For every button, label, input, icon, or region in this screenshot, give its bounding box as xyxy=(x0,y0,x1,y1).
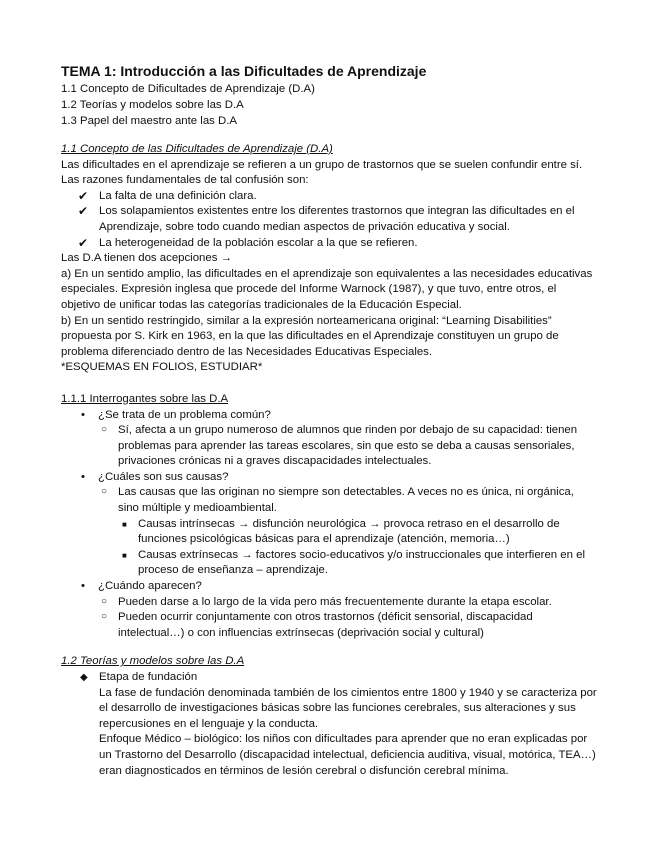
list-item: ○ Pueden ocurrir conjuntamente con otros trastornos (déficit sensorial, discapacidad intelectual…) o con influencias extrínsecas (deprivación social y cultural) xyxy=(101,611,533,639)
list-item: ✔ La falta de una definición clara. xyxy=(78,188,257,203)
paragraph: a) En un sentido amplio, las dificultades en el aprendizaje son equivalentes a las necesidades educativas especiales. Expresión inglesa que procede del Informe Warnock (1987), y que tuvo, entre otros, el objetivo de unificar todas las categorías tradicionales de la Educación Especial. xyxy=(61,267,593,311)
note: *ESQUEMAS EN FOLIOS, ESTUDIAR* xyxy=(61,361,263,374)
square-bullet-icon: ■ xyxy=(122,550,127,560)
list-item: ■ Causas intrínsecas → disfunción neurológica → provoca retraso en el desarrollo de funciones psicológicas básicas para el aprendizaje (atención, memoria…) xyxy=(122,517,560,546)
paragraph: Las dificultades en el aprendizaje se refieren a un grupo de trastornos que se suelen confundir entre sí. Las razones fundamentales de tal confusión son: xyxy=(61,158,583,187)
paragraph: La fase de fundación denominada también de los cimientos entre 1800 y 1940 y se caracteriza por el desarrollo de investigaciones básicas sobre las funciones cerebrales, sus alteraciones y sus repercusiones en el lenguaje y la conducta. xyxy=(99,686,597,730)
diamond-bullet-icon: ◆ xyxy=(80,672,88,683)
check-icon: ✔ xyxy=(78,188,89,203)
list-item: • ¿Cuándo aparecen? xyxy=(61,579,597,595)
paragraph: Las D.A tienen dos acepciones → xyxy=(61,252,232,265)
toc-item: 1.2 Teorías y modelos sobre las D.A xyxy=(61,99,244,111)
list-item: ○ Las causas que las originan no siempre son detectables. A veces no es única, ni orgánica, sino múltiple y medioambiental. xyxy=(101,486,574,515)
list-item: • ¿Se trata de un problema común? xyxy=(61,408,597,424)
paragraph: b) En un sentido restringido, similar a la expresión norteamericana original: “Learning Disabilities” propuesta por S. Kirk en 1963, en la que las dificultades en el Aprendizaje constituyen un grupo de problema diferenciado dentro de las Necesidades Educativas Especiales. xyxy=(61,314,559,358)
circle-bullet-icon: ○ xyxy=(101,595,108,607)
check-icon: ✔ xyxy=(78,204,89,219)
section-heading: 1.2 Teorías y modelos sobre las D.A xyxy=(61,655,245,668)
bullet-icon: • xyxy=(81,408,85,421)
check-icon: ✔ xyxy=(78,235,89,250)
list-item: ○ Pueden darse a lo largo de la vida pero más frecuentemente durante la etapa escolar. xyxy=(101,595,552,608)
list-item: • ¿Cuáles son sus causas? xyxy=(61,470,597,486)
list-item: ○ Sí, afecta a un grupo numeroso de alumnos que rinden por debajo de su capacidad: tienen problemas para aprender las tareas escolares, sin que esto se deba a causas sensoriales, privaciones crónicas ni a graves discapacidades intelectuales. xyxy=(101,424,578,468)
toc-item: 1.3 Papel del maestro ante las D.A xyxy=(61,115,238,127)
circle-bullet-icon: ○ xyxy=(101,424,108,436)
page-title: TEMA 1: Introducción a las Dificultades de Aprendizaje xyxy=(61,63,427,79)
section-heading: 1.1 Concepto de las Dificultades de Aprendizaje (D.A) xyxy=(61,143,333,155)
bullet-icon: • xyxy=(81,580,85,593)
toc-item: 1.1 Concepto de Dificultades de Aprendizaje (D.A) xyxy=(61,83,315,95)
list-item: ■ Causas extrínsecas → factores socio-educativos y/o instruccionales que interfieren en el proceso de enseñanza – aprendizaje. xyxy=(122,548,585,577)
list-item: ◆ Etapa de fundación xyxy=(61,670,597,686)
bullet-icon: • xyxy=(81,470,85,483)
table-of-contents xyxy=(61,81,597,129)
square-bullet-icon: ■ xyxy=(122,519,127,529)
subsection-heading: 1.1.1 Interrogantes sobre las D.A xyxy=(61,392,229,405)
list-item: ✔ La heterogeneidad de la población escolar a la que se refieren. xyxy=(78,235,418,250)
circle-bullet-icon: ○ xyxy=(101,611,108,623)
list-item: ✔ Los solapamientos existentes entre los diferentes trastornos que integran las dificultades en el Aprendizaje, sobre todo cuando median aspectos de privación educativa y social. xyxy=(78,204,575,233)
circle-bullet-icon: ○ xyxy=(101,486,108,498)
paragraph: Enfoque Médico – biológico: los niños con dificultades para aprender que no eran explicadas por un Trastorno del Desarrollo (discapacidad intelectual, deficiencia auditiva, visual, motórica, TEA…) eran diagnosticados en términos de lesión cerebral o disfunción cerebral mínima. xyxy=(99,733,596,777)
